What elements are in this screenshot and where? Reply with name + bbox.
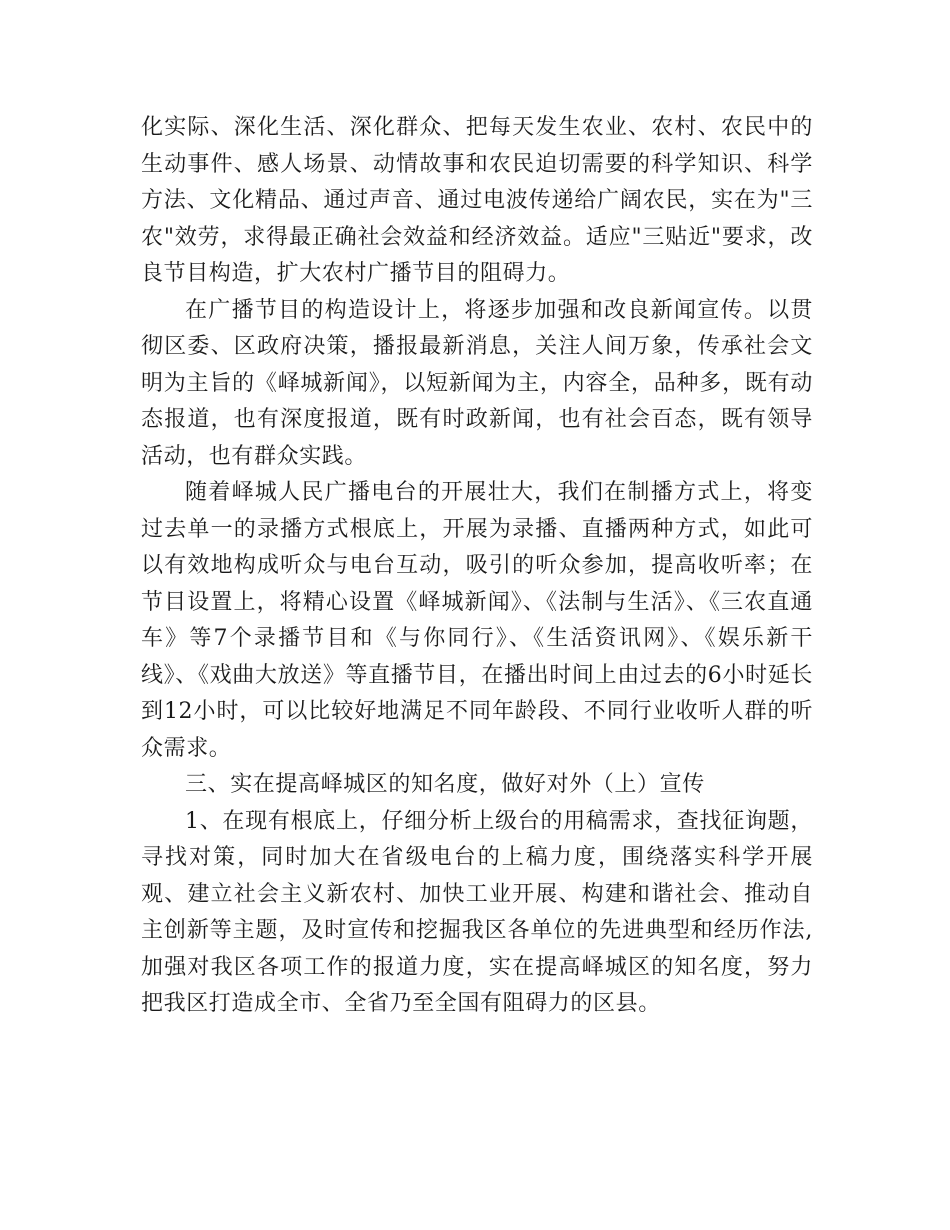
section-heading-three: 三、实在提高峄城区的知名度，做好对外（上）宣传	[185, 772, 705, 797]
paragraph-broadcast-structure: 在广播节目的构造设计上，将逐步加强和改良新闻宣传。以贯彻区委、区政府决策，播报最新消息，关注人间万象，传承社会文明为主旨的《峄城新闻》，以短新闻为主，内容全，品种多，既有动态报道，也有深度报道，既有时政新闻，也有社会百态，既有领导活动，也有群众实践。	[141, 297, 813, 469]
paragraph-broadcast-mode: 随着峄城人民广播电台的开展壮大，我们在制播方式上，将变过去单一的录播方式根底上，开展为录播、直播两种方式，如此可以有效地构成听众与电台互动，吸引的听众参加，提高收听率；在节目设置上，将精心设置《峄城新闻》、《法制与生活》、《三农直通车》等7个录播节目和《与你同行》、《生活资讯网》、《娱乐新干线》、《戏曲大放送》等直播节目，在播出时间上由过去的6小时延长到12小时，可以比较好地满足不同年龄段、不同行业收听人群的听众需求。	[141, 480, 813, 761]
paragraph-item-one: 1、在现有根底上，仔细分析上级台的用稿需求，查找征询题，寻找对策，同时加大在省级电台的上稿力度，围绕落实科学开展观、建立社会主义新农村、加快工业开展、构建和谐社会、推动自主创新等主题，及时宣传和挖掘我区各单位的先进典型和经历作法,加强对我区各项工作的报道力度，实在提高峄城区的知名度，努力把我区打造成全市、全省乃至全国有阻碍力的区县。	[141, 808, 813, 1016]
paragraph-continuation: 化实际、深化生活、深化群众、把每天发生农业、农村、农民中的生动事件、感人场景、动情故事和农民迫切需要的科学知识、科学方法、文化精品、通过声音、通过电波传递给广阔农民，实在为"三农"效劳，求得最正确社会效益和经济效益。适应"三贴近"要求，改良节目构造，扩大农村广播节目的阻碍力。	[141, 115, 813, 286]
document-body	[141, 110, 813, 1023]
